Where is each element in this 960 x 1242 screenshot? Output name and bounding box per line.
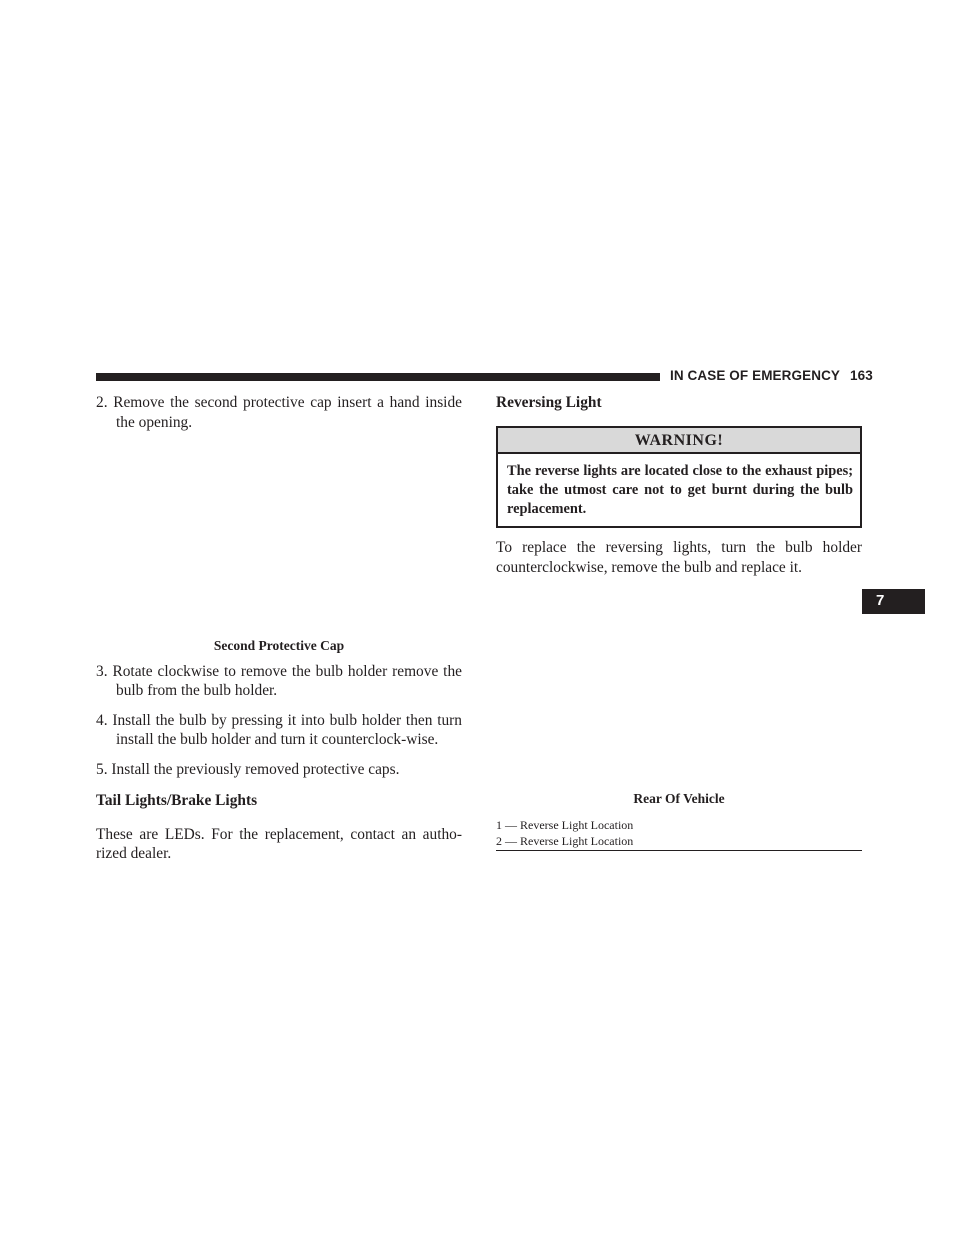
figure-caption-second-protective-cap: Second Protective Cap [213,638,345,653]
step-3: 3. Rotate clockwise to remove the bulb holder remove the bulb from the bulb holder. [96,662,462,699]
tail-lights-heading: Tail Lights/Brake Lights [96,792,258,809]
figure-rear-of-vehicle [496,577,862,789]
header-rule [96,373,660,381]
figure-caption-rear-of-vehicle: Rear Of Vehicle [633,791,725,806]
step-4: 4. Install the bulb by pressing it into bulb holder then turn install the bulb holder and turn it counterclock-wise. [96,711,462,748]
reversing-light-text: To replace the reversing lights, turn the bulb holder counterclockwise, remove the bulb and replace it. [496,539,862,576]
legend-item: 2 — Reverse Light Location [496,833,634,848]
legend-item: 1 — Reverse Light Location [496,817,634,832]
page-number: 163 [850,368,873,383]
figure-legend [496,817,862,851]
running-header [670,368,873,383]
figure-second-protective-cap [96,442,462,636]
section-title: IN CASE OF EMERGENCY [670,368,841,383]
right-column [496,393,862,851]
step-2: 2. Remove the second protective cap insert a hand inside the opening. [96,394,462,431]
chapter-number: 7 [876,592,885,609]
warning-title: WARNING! [498,428,860,455]
chapter-tab [862,589,925,614]
warning-box [496,426,862,529]
tail-lights-text: These are LEDs. For the replacement, contact an autho-rized dealer. [96,825,462,862]
warning-text: The reverse lights are located close to the exhaust pipes; take the utmost care not to get burnt during the bulb replacement. [507,463,853,517]
left-column [96,393,462,864]
reversing-light-heading: Reversing Light [496,394,602,411]
step-5: 5. Install the previously removed protective caps. [96,760,400,778]
